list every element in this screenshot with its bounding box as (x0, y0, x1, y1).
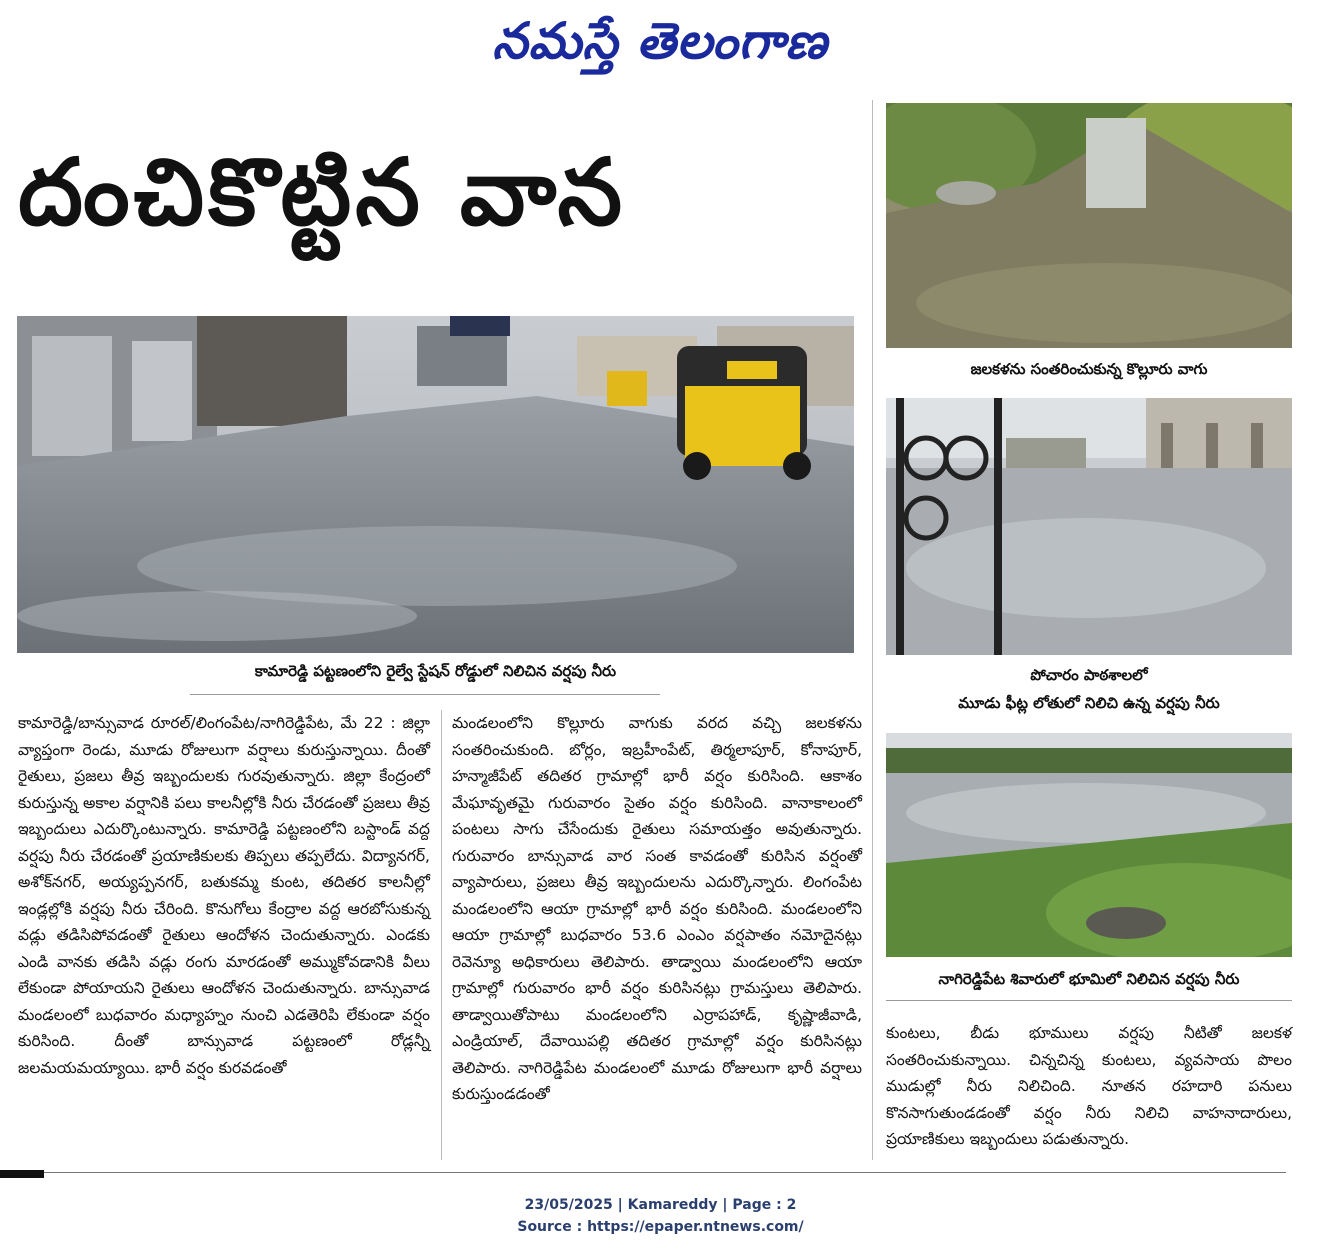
photo-nagireddypet-caption: నాగిరెడ్డిపేట శివారులో భూమిలో నిలిచిన వర్షపు నీరు (938, 970, 1240, 988)
photo-pocharam-caption-line1: పోచారం పాఠశాలలో (1030, 666, 1148, 684)
main-photo-caption: కామారెడ్డి పట్టణంలోని రైల్వే స్టేషన్ రోడ్డులో నిలిచిన వర్షపు నీరు (254, 662, 617, 680)
photo-pocharam-school (886, 398, 1292, 655)
footer-source: Source : https://epaper.ntnews.com/ (517, 1219, 804, 1235)
footer (0, 1194, 1321, 1238)
page-marker-bar (0, 1170, 44, 1178)
article-column-1-text: కామారెడ్డి/బాన్సువాడ రూరల్/లింగంపేట/నాగిరెడ్డిపేట, మే 22 : జిల్లా వ్యాప్తంగా రెండు, మూడు రోజులుగా వర్షాలు కురుస్తున్నాయి. దీంతో రైతులు, ప్రజలు తీవ్ర ఇబ్బందులకు గురవుతున్నారు. జిల్లా కేంద్రంలో కురుస్తున్న అకాల వర్షానికి పలు కాలనీల్లోకి నీరు చేరడంతో ప్రజలు తీవ్ర ఇబ్బందులు ఎదుర్కొంటున్నారు. కామారెడ్డి పట్టణంలోని బస్టాండ్ వద్ద వర్షపు నీరు చేరడంతో ప్రయాణికులకు తిప్పలు తప్పలేదు. విద్యానగర్, అశోక్‌నగర్, అయ్యప్పనగర్, బతుకమ్మ కుంట, తదితర కాలనీల్లో ఇండ్లల్లోకి వర్షపు నీరు చేరింది. కొనుగోలు కేంద్రాల వద్ద ఆరబోసుకున్న వడ్లు తడిసిపోవడంతో రైతులు ఆందోళన చెందుతున్నారు. ఎండకు ఎండి వానకు తడిసి వడ్లు రంగు మారడంతో అమ్ముకోవడానికి వీలు లేకుండా పోయాయని రైతులు ఆందోళన చెందుతున్నారు. బాన్సువాడ మండలంలో బుధవారం మధ్యాహ్నం నుంచి ఎడతెరిపి లేకుండా వర్షం కురిసింది. దీంతో బాన్సువాడ పట్టణంలో రోడ్లన్నీ జలమయమయ్యాయి. భారీ వర్షం కురవడంతో (18, 714, 430, 1077)
article-column-1 (18, 710, 430, 1160)
masthead-logo: నమస్తే తెలంగాణ (492, 11, 828, 70)
article-column-2 (452, 710, 862, 1160)
photo-kolluru-caption: జలకళను సంతరించుకున్న కొల్లూరు వాగు (970, 360, 1208, 378)
column-divider-1 (441, 710, 442, 1160)
main-photo-flooded-road (17, 316, 854, 653)
article-column-2-text: మండలంలోని కొల్లూరు వాగుకు వరద వచ్చి జలకళను సంతరించుకుంది. బోర్లం, ఇబ్రహీంపేట్, తిర్మలాపూర్, కోనాపూర్, హన్మాజీపేట్ తదితర గ్రామాల్లో భారీ వర్షం కురిసింది. ఆకాశం మేఘావృతమై గురువారం సైతం వర్షం కురిసింది. వానాకాలంలో పంటలు సాగు చేసేందుకు రైతులు సమాయత్తం అవుతున్నారు. గురువారం బాన్సువాడ వార సంత కావడంతో కురిసిన వర్షంతో వ్యాపారులు, ప్రజలు తీవ్ర ఇబ్బందులను ఎదుర్కొన్నారు. లింగంపేట మండలంలోని ఆయా గ్రామాల్లో భారీ వర్షం కురిసింది. మండలంలోని ఆయా గ్రామాల్లో బుధవారం 53.6 ఎంఎం వర్షపాతం నమోదైనట్లు రెవెన్యూ అధికారులు తెలిపారు. తాడ్వాయి మండలంలోని ఆయా గ్రామాల్లో గురువారం భారీ వర్షం కురిసినట్లు గ్రామస్తులు తెలిపారు. తాడ్వాయితోపాటు మండలంలోని ఎర్రాపహాడ్, కృష్ణాజీవాడి, ఎండ్రియాల్, దేవాయిపల్లి తదితర గ్రామాల్లో వర్షం కురిసినట్లు తెలిపారు. నాగిరెడ్డిపేట మండలంలో మూడు రోజులుగా భారీ వర్షాలు కురుస్తుండడంతో (452, 714, 862, 1103)
bottom-rule (44, 1172, 1286, 1173)
photo-kolluru-stream (886, 103, 1292, 348)
article-column-3 (886, 1020, 1292, 1160)
footer-date-page: 23/05/2025 | Kamareddy | Page : 2 (524, 1197, 797, 1213)
caption-rule (190, 694, 660, 695)
photo-nagireddypet-field (886, 733, 1292, 957)
photo-pocharam-caption-line2: మూడు ఫీట్ల లోతులో నిలిచి ఉన్న వర్షపు నీరు (958, 694, 1220, 712)
column-divider-2 (872, 100, 873, 1160)
right-caption-rule (886, 1000, 1292, 1001)
headline: దంచికొట్టిన వాన (18, 139, 627, 246)
article-column-3-text: కుంటలు, బీడు భూములు వర్షపు నీటితో జలకళ సంతరించుకున్నాయి. చిన్నచిన్న కుంటలు, వ్యవసాయ పొలం ముడుల్లో నీరు నిలిచింది. నూతన రహదారి పనులు కొనసాగుతుండడంతో వర్షం నీరు నిలిచి వాహనాదారులు, ప్రయాణికులు ఇబ్బందులు పడుతున్నారు. (886, 1024, 1292, 1148)
